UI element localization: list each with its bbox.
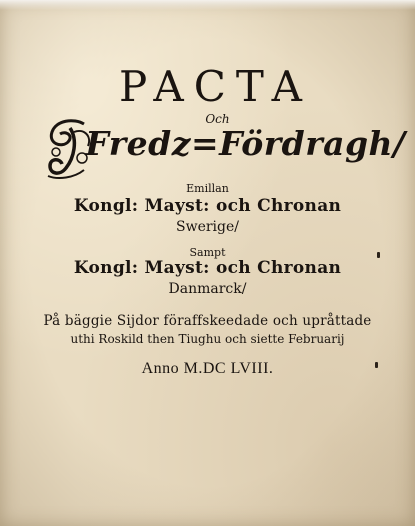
party-one: Kongl: Mayst: och Chronan xyxy=(73,196,342,216)
between-text: Emillan xyxy=(186,182,229,195)
ink-mark xyxy=(375,362,378,368)
paper-edge xyxy=(0,0,415,10)
signed-line: På bäggie Sijdor föraffskeedade och upråttade xyxy=(43,313,372,329)
and-text: Sampt xyxy=(189,246,226,259)
year-line: Anno M.DC LVIII. xyxy=(141,360,274,377)
country-two: Danmarck/ xyxy=(168,281,247,297)
party-two: Kongl: Mayst: och Chronan xyxy=(73,258,342,278)
place-date-line: uthi Roskild then Tiughu och siette Februarij xyxy=(70,332,345,346)
ink-mark xyxy=(377,252,380,258)
country-one: Swerige/ xyxy=(176,219,239,235)
conjunction-text: Och xyxy=(205,112,230,126)
document-title: PACTA xyxy=(119,62,312,111)
main-heading: Fredz=Fördragh/ xyxy=(85,124,406,163)
